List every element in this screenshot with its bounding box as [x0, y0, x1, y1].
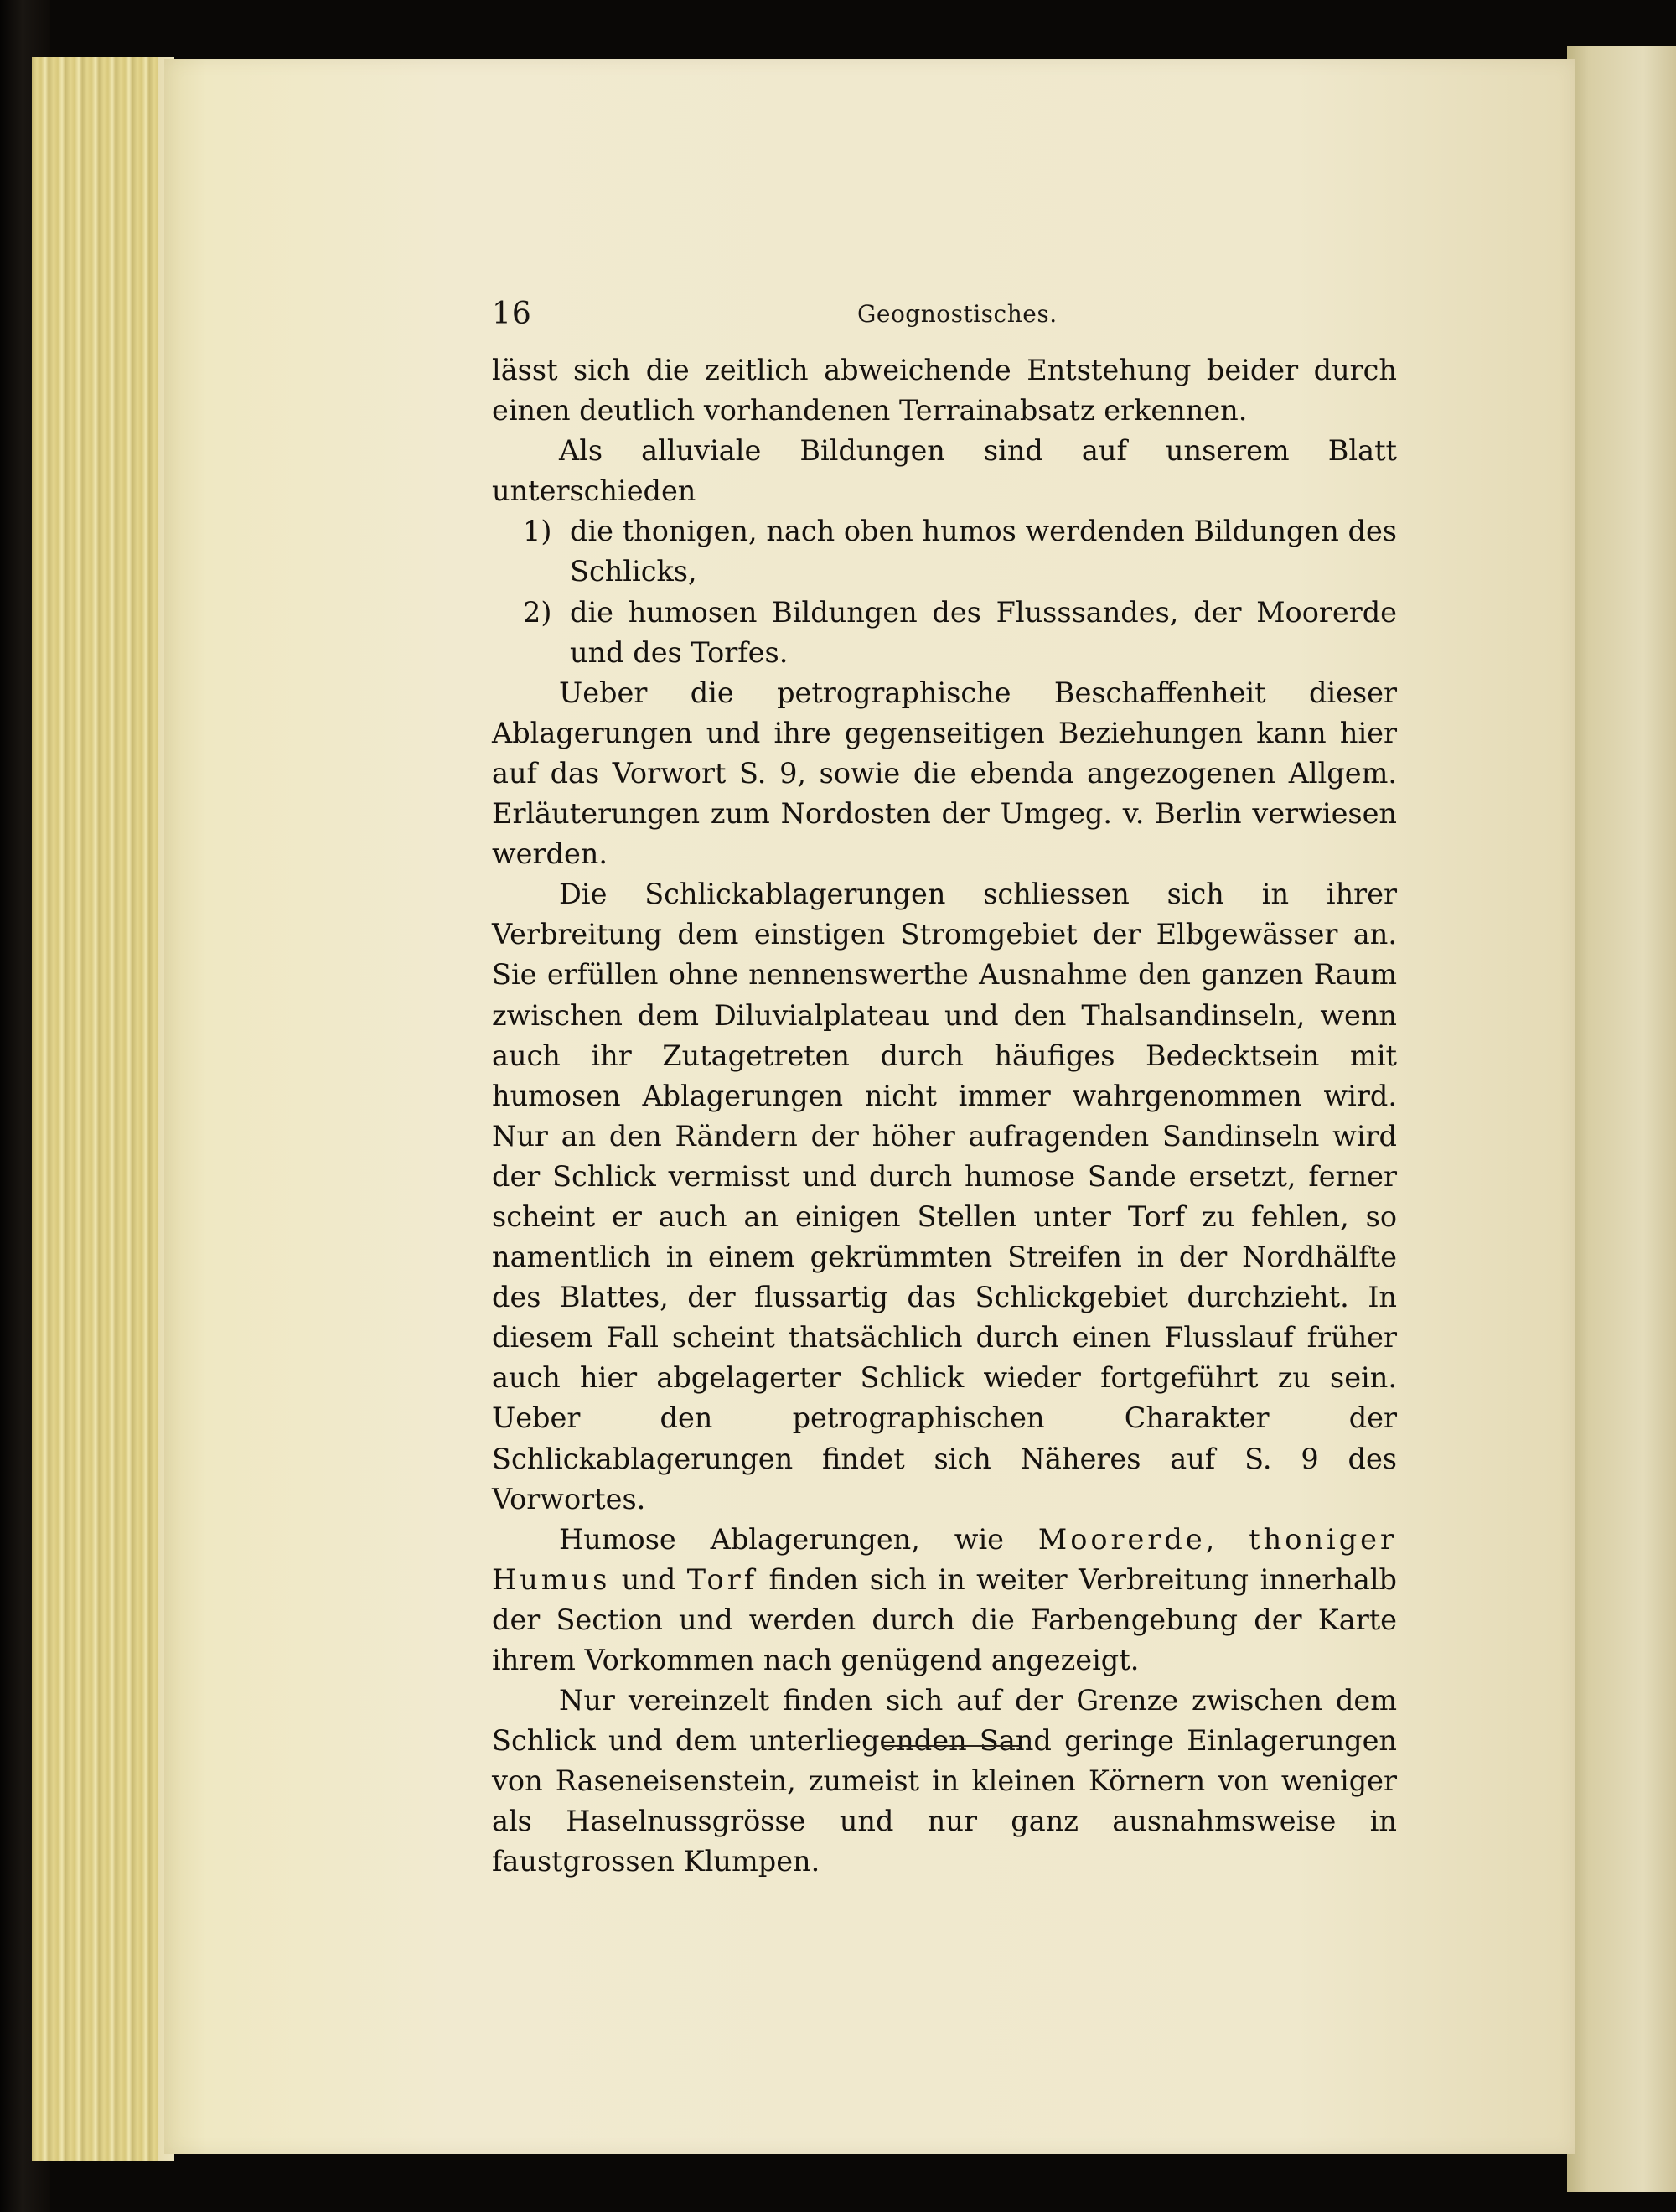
list-item-number: 1) [523, 515, 552, 548]
list-item-2 [492, 593, 1397, 673]
list-item-text: die humosen Bildungen des Flusssandes, der Moorerde und des Torfes. [570, 595, 1397, 669]
body-text [492, 350, 1397, 1883]
page-header [492, 297, 1414, 339]
term-thoniger-humus: thoniger Humus [492, 1522, 1397, 1596]
paragraph-5-text-4: finden sich in weiter Verbreitung innerhalb der Section und werden durch die Farbengebung der Karte ihrem Vorkommen nach genügend angezeigt. [492, 1562, 1397, 1676]
running-head: Geognostisches. [857, 300, 1058, 328]
paragraph-3: Ueber die petrographische Beschaffenheit dieser Ablagerungen und ihre gegenseitigen Beziehungen kann hier auf das Vorwort S. 9, sowie die ebenda angezogenen Allgem. Erläuterungen zum Nordosten der Umgeg. v. Berlin verwiesen werden. [492, 676, 1397, 871]
paragraph-5 [492, 1520, 1397, 1681]
paragraph-5-text-1: Humose Ablagerungen, wie [559, 1522, 1038, 1556]
paragraph-5-text-2: , [1205, 1522, 1249, 1556]
term-moorerde: Moorerde [1037, 1522, 1206, 1556]
facing-page-edge [1567, 46, 1676, 2192]
page-number: 16 [492, 297, 532, 331]
term-torf: Torf [686, 1562, 758, 1596]
paragraph-5-text-3: und [610, 1562, 687, 1596]
list-item-1 [492, 511, 1397, 592]
paragraph-2: Als alluviale Bildungen sind auf unserem Blatt unterschieden [492, 434, 1397, 508]
paragraph-4: Die Schlickablagerungen schliessen sich in ihrer Verbreitung dem einstigen Stromgebiet der Elbgewässer an. Sie erfüllen ohne nennenswerthe Ausnahme den ganzen Raum zwischen dem Diluvialplateau und den Thalsandinseln, wenn auch ihr Zutagetreten durch häufiges Bedecktsein mit humosen Ablagerungen nicht immer wahrgenommen wird. Nur an den Rändern der höher aufragenden Sandinseln wird der Schlick vermisst und durch humose Sande ersetzt, ferner scheint er auch an einigen Stellen unter Torf zu fehlen, so namentlich in einem gekrümmten Streifen in der Nordhälfte des Blattes, der flussartig das Schlickgebiet durchzieht. In diesem Fall scheint thatsächlich durch einen Flusslauf früher auch hier abgelagerter Schlick wieder fortgeführt zu sein. Ueber den petrographischen Charakter der Schlickablagerungen findet sich Näheres auf S. 9 des Vorwortes. [492, 878, 1397, 1515]
page-edges [32, 57, 174, 2161]
paragraph-6: Nur vereinzelt finden sich auf der Grenze zwischen dem Schlick und dem unterliegenden Sand geringe Einlagerungen von Raseneisenstein, zumeist in kleinen Körnern von weniger als Haselnussgrösse und nur ganz ausnahmsweise in faustgrossen Klumpen. [492, 1684, 1397, 1878]
list-item-number: 2) [523, 595, 552, 629]
list-item-text: die thonigen, nach oben humos werdenden Bildungen des Schlicks, [570, 515, 1397, 588]
paragraph-1: lässt sich die zeitlich abweichende Entstehung beider durch einen deutlich vorhandenen Terrainabsatz erkennen. [492, 354, 1397, 427]
section-end-rule [882, 1745, 1021, 1747]
